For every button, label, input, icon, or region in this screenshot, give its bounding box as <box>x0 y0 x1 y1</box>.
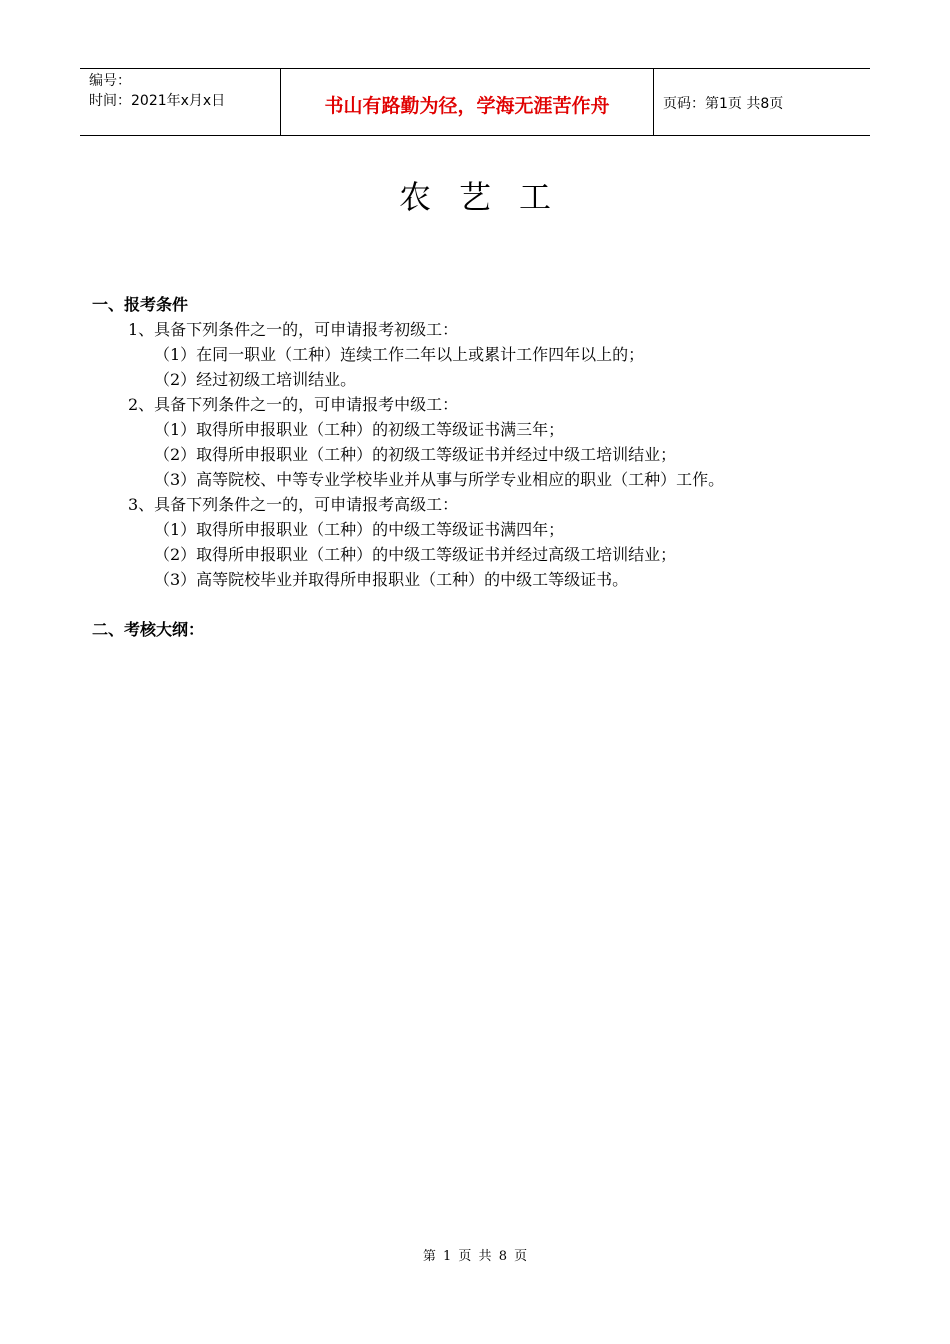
requirement-group-label: 1、具备下列条件之一的，可申请报考初级工： <box>128 320 459 339</box>
requirement-item: （1）取得所申报职业（工种）的初级工等级证书满三年； <box>154 420 565 439</box>
requirement-item: （1）在同一职业（工种）连续工作二年以上或累计工作四年以上的； <box>154 345 645 364</box>
page-footer: 第 1 页 共 8 页 <box>422 1249 528 1264</box>
requirement-item: （3）高等院校毕业并取得所申报职业（工种）的中级工等级证书。 <box>154 570 629 589</box>
document-header <box>80 68 870 136</box>
requirement-item: （1）取得所申报职业（工种）的中级工等级证书满四年； <box>154 520 565 539</box>
document-body <box>92 292 852 642</box>
requirement-item: （3）高等院校、中等专业学校毕业并从事与所学专业相应的职业（工种）工作。 <box>154 470 725 489</box>
date-label: 时间：2021年x月x日 <box>89 93 226 109</box>
requirement-item: （2）取得所申报职业（工种）的中级工等级证书并经过高级工培训结业； <box>154 545 677 564</box>
section-heading-outline: 二、考核大纲： <box>92 620 205 639</box>
requirement-group-label: 2、具备下列条件之一的，可申请报考中级工： <box>128 395 459 414</box>
section-heading-requirements: 一、报考条件 <box>92 295 189 314</box>
requirement-group-label: 3、具备下列条件之一的，可申请报考高级工： <box>128 495 459 514</box>
requirement-item: （2）经过初级工培训结业。 <box>154 370 357 389</box>
document-title: 农艺工 <box>398 178 579 216</box>
header-page-info: 页码：第1页 共8页 <box>663 96 784 112</box>
code-label: 编号： <box>89 73 131 89</box>
requirement-item: （2）取得所申报职业（工种）的初级工等级证书并经过中级工培训结业； <box>154 445 677 464</box>
header-slogan: 书山有路勤为径，学海无涯苦作舟 <box>281 69 654 135</box>
header-meta-cell <box>80 69 281 135</box>
